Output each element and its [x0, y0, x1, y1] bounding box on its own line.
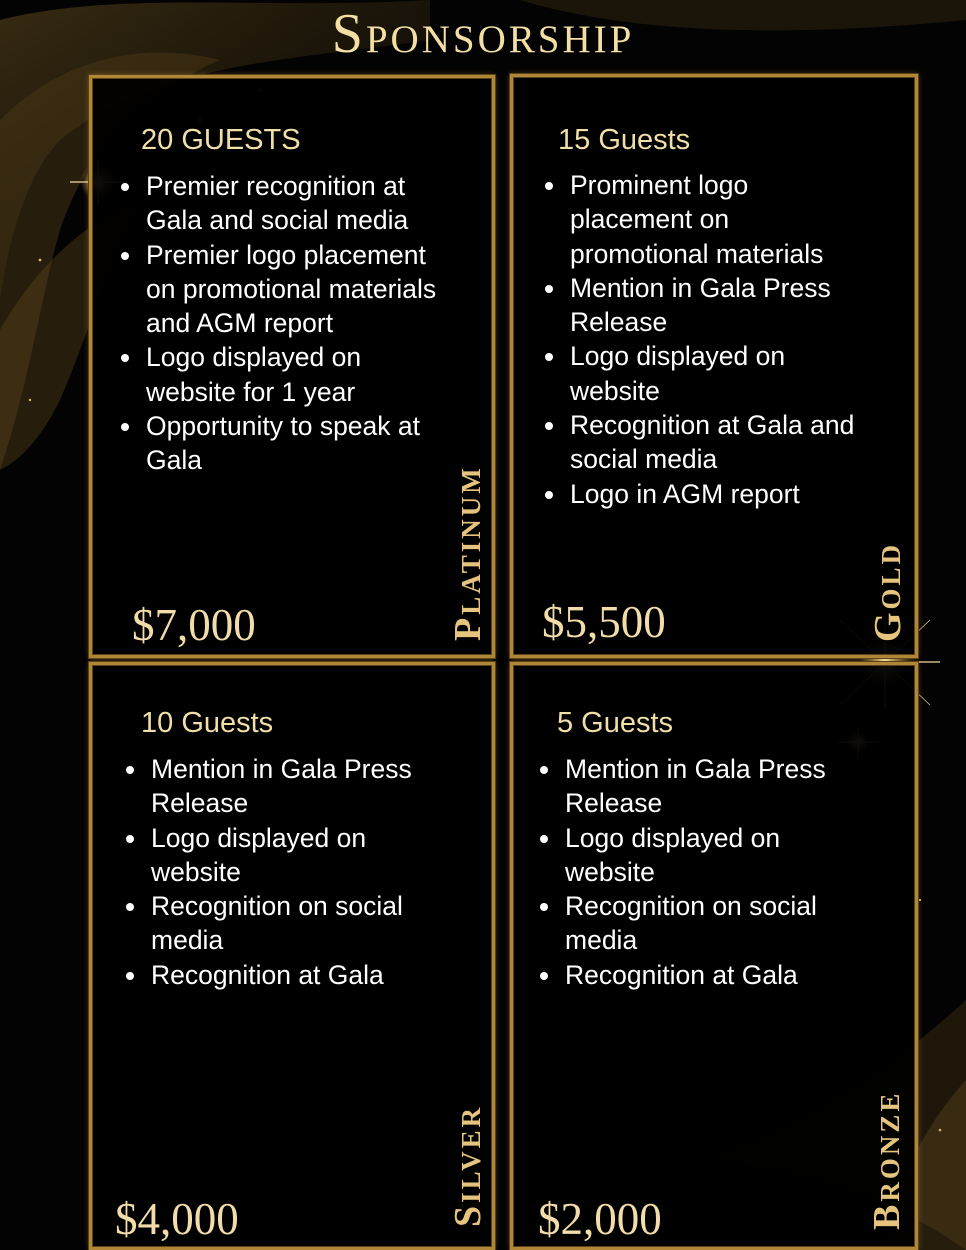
tier-name: Platinum [447, 465, 489, 641]
tier-card-silver [89, 662, 495, 1250]
list-item: Logo displayed on website for 1 year [118, 340, 458, 409]
benefit-list [123, 752, 453, 992]
list-item: Recognition on social media [123, 889, 453, 958]
tier-name: Bronze [866, 1090, 908, 1230]
list-item: Logo displayed on website [123, 821, 453, 890]
list-item: Logo displayed on website [542, 339, 862, 408]
tier-card-platinum [89, 75, 495, 658]
guest-count: 10 Guests [141, 707, 274, 739]
list-item: Premier logo placement on promotional materials and AGM report [118, 238, 458, 341]
benefit-list [118, 169, 458, 478]
list-item: Mention in Gala Press Release [537, 752, 867, 821]
list-item: Prominent logo placement on promotional materials [542, 168, 862, 271]
tier-name: Silver [447, 1104, 489, 1227]
tier-price: $7,000 [132, 600, 256, 650]
guest-count: 5 Guests [557, 707, 674, 739]
tier-price: $2,000 [538, 1194, 662, 1244]
list-item: Recognition at Gala [537, 958, 867, 992]
guest-count: 15 Guests [558, 124, 691, 156]
guest-count: 20 GUESTS [141, 124, 301, 156]
benefit-list [542, 168, 862, 511]
tier-card-bronze [510, 662, 918, 1250]
list-item: Logo displayed on website [537, 821, 867, 890]
tier-name: Gold [867, 541, 909, 642]
tier-price: $5,500 [542, 597, 666, 647]
list-item: Opportunity to speak at Gala [118, 409, 458, 478]
list-item: Recognition at Gala and social media [542, 408, 862, 477]
list-item: Recognition at Gala [123, 958, 453, 992]
page-title: Sponsorship [331, 3, 635, 65]
benefit-list [537, 752, 867, 992]
list-item: Premier recognition at Gala and social media [118, 169, 458, 238]
list-item: Mention in Gala Press Release [542, 271, 862, 340]
list-item: Mention in Gala Press Release [123, 752, 453, 821]
list-item: Recognition on social media [537, 889, 867, 958]
list-item: Logo in AGM report [542, 477, 862, 511]
tier-price: $4,000 [115, 1194, 239, 1244]
tier-card-gold [510, 74, 918, 658]
